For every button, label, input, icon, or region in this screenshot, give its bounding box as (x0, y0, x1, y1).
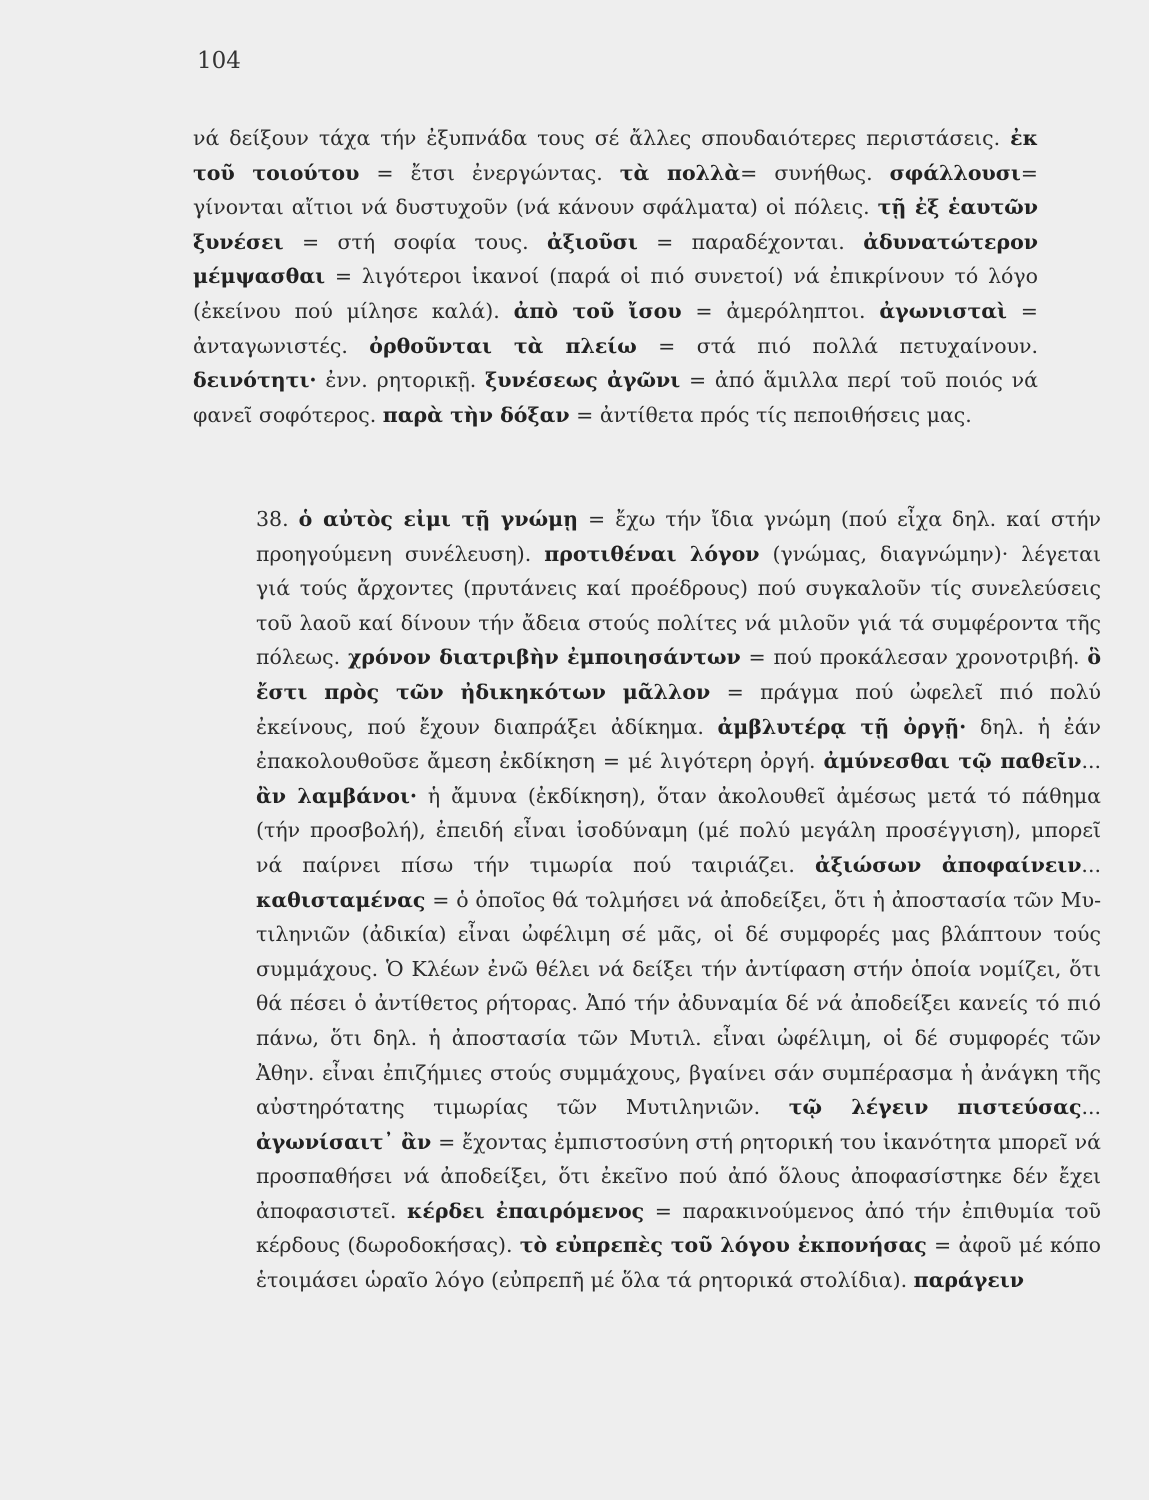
gloss-text: = ἔχω τήν ἴδια γνώμη (πού εἶχα δηλ. καί στήν προηγούμενη συνέλευση). (256, 507, 1101, 566)
greek-term: ἀπὸ τοῦ ἴσου (513, 298, 682, 323)
greek-term: κέρδει ἐπαιρόμενος (407, 1198, 645, 1223)
gloss-text: ... (1081, 1095, 1101, 1120)
gloss-text: = λιγότεροι ἱκανοί (παρά οἱ πιό συνετοί) νά ἐπικρίνουν τό λόγο (ἐκείνου πού μίλησε καλά). (193, 264, 1038, 323)
gloss-text: δηλ. ἡ ἐάν ἐπακολουθοῦσε ἄμεση ἐκδίκηση = μέ λιγότερη ὀργή. (256, 714, 1101, 774)
gloss-text: (γνώμας, διαγνώμην)· λέγεται γιά τούς ἄρχοντες (πρυτάνεις καί προέδρους) πού συγκαλοῦν τίς συνελεύσεις τοῦ λαοῦ καί δίνουν τήν ἄδεια στούς πολίτες νά μιλοῦν γιά τά συμφέροντα τῆς πόλεως. (256, 541, 1101, 670)
greek-term: προτιθέναι λόγον (544, 541, 760, 566)
gloss-text: = παρακινούμενος ἀπό τήν ἐπιθυμία τοῦ κέρδους (δωροδοκήσας). (256, 1198, 1101, 1258)
greek-term: ἀμβλυτέρᾳ τῇ ὀργῇ· (717, 714, 967, 739)
greek-term: σφάλλουσι (889, 160, 1021, 185)
greek-term: ἀξιώσων ἀποφαίνειν (814, 852, 1082, 877)
greek-term: τὰ πολλὰ (619, 160, 741, 185)
gloss-text: = στά πιό πολλά πετυχαίνουν. (636, 333, 1038, 358)
gloss-text: = παραδέχονται. (637, 229, 864, 254)
greek-term: ἐκ τοῦ τοιούτου (193, 126, 1038, 185)
greek-term: τῇ ἐξ ἑαυτῶν ξυνέσει (193, 195, 1038, 254)
paragraph-glossary-38 (193, 502, 1101, 1298)
gloss-text: = πού προκάλεσαν χρονοτριβή. (740, 645, 1088, 670)
greek-term: τῷ λέγειν πιστεύσας (788, 1095, 1082, 1120)
gloss-text: ἡ ἄμυνα (ἐκδίκηση), ὅταν ἀκολουθεῖ ἀμέσως μετά τό πάθημα (τήν προσβολή), ἐπειδή εἶναι ἰσοδύναμη (μέ πολύ μεγάλη προσέγγιση), μπορεῖ νά παίρνει πίσω τήν τιμωρία πού ταιριάζει. (256, 783, 1101, 877)
greek-term: ἂν λαμβάνοι· (256, 783, 418, 808)
gloss-text: ἐνν. ρητορικῇ. (316, 368, 486, 393)
gloss-text: = στή σοφία τους. (283, 229, 547, 254)
greek-term: παράγειν (913, 1268, 1024, 1293)
gloss-text: 38. (256, 507, 299, 531)
greek-term: ἀξιοῦσι (546, 229, 638, 254)
greek-term: παρὰ τὴν δόξαν (382, 402, 570, 427)
gloss-text: = ἀνταγωνιστές. (193, 298, 1038, 358)
gloss-text: = γίνονται αἴτιοι νά δυστυχοῦν (νά κάνουν σφάλματα) οἱ πόλεις. (193, 160, 1038, 220)
greek-term: ἀμύνεσθαι τῷ παθεῖν (823, 749, 1082, 774)
gloss-text: = ἀμερόληπτοι. (681, 298, 880, 323)
greek-term: ξυνέσεως ἀγῶνι (485, 368, 681, 393)
gloss-text: = ἔχοντας ἐμπιστοσύνη στή ρητορική του ἱκανότητα μπορεῖ νά προσπαθήσει νά ἀποδείξει, ὅτι ἐκεῖνο πού ἀπό ὅλους ἀποφασίστηκε δέν ἔχει ἀποφασιστεῖ. (256, 1129, 1101, 1223)
gloss-text: = ἔτσι ἐνεργώντας. (359, 160, 620, 185)
greek-term: τὸ εὐπρεπὲς τοῦ λόγου ἐκπονήσας (519, 1233, 927, 1258)
greek-term: ἀδυνατώτερον μέμψασθαι (193, 229, 1038, 289)
gloss-text: ... (1081, 852, 1101, 877)
greek-term: ἀγωνισταὶ (879, 298, 1007, 323)
greek-term: καθισταμένας (256, 887, 426, 912)
gloss-text: νά δείξουν τάχα τήν ἐξυπνάδα τους σέ ἄλλες σπουδαιότερες περιστάσεις. (193, 126, 1011, 150)
greek-term: ὁ αὐτὸς εἰμι τῇ γνώμῃ (298, 507, 578, 531)
gloss-text: ... (1081, 749, 1101, 774)
gloss-text: = ὁ ὁποῖος θά τολμήσει νά ἀποδείξει, ὅτι ἡ ἀποστασία τῶν Μυτιληνιῶν (ἀδικία) εἶναι ὠφέλιμη σέ μᾶς, οἱ δέ συμφορές μας βλάπτουν τούς συμμάχους. Ὁ Κλέων ἐνῶ θέλει νά δείξει τήν ἀντίφαση στήν ὁποία νομίζει, ὅτι θά πέσει ὁ ἀντίθετος ρήτορας. Ἀπό τήν ἀδυναμία δέ νά ἀποδείξει κανείς τό πιό πάνω, ὅτι δηλ. ἡ ἀποστασία τῶν Μυτιλ. εἶναι ὠφέλιμη, οἱ δέ συμφορές τῶν Ἀθην. εἶναι ἐπιζήμιες στούς συμμάχους, βγαίνει σάν συμπέρασμα ἡ ἀνάγκη τῆς αὐστηρότατης τιμωρίας τῶν Μυτιληνιῶν. (256, 887, 1101, 1120)
gloss-text: = ἀφοῦ μέ κόπο ἑτοιμάσει ὡραῖο λόγο (εὐπρεπῆ μέ ὅλα τά ρητορικά στολίδια). (256, 1233, 1101, 1293)
page-number: 104 (197, 48, 241, 74)
greek-term: ὃ ἔστι πρὸς τῶν ἠδικηκότων μᾶλλον (256, 645, 1101, 704)
gloss-text: = ἀπό ἅμιλλα περί τοῦ ποιός νά φανεῖ σοφότερος. (193, 368, 1038, 427)
paragraph-glossary-37 (193, 121, 1038, 432)
greek-term: ἀγωνίσαιτ᾽ ἂν (256, 1129, 432, 1154)
gloss-text: = ἀντίθετα πρός τίς πεποιθήσεις μας. (569, 402, 972, 427)
greek-term: δεινότητι· (193, 368, 317, 393)
gloss-text: = πράγμα πού ὠφελεῖ πιό πολύ ἐκείνους, πού ἔχουν διαπράξει ἀδίκημα. (256, 679, 1102, 739)
gloss-text: = συνήθως. (740, 160, 890, 185)
greek-term: ὀρθοῦνται τὰ πλείω (369, 333, 637, 358)
greek-term: χρόνον διατριβὴν ἐμποιησάντων (347, 645, 741, 670)
